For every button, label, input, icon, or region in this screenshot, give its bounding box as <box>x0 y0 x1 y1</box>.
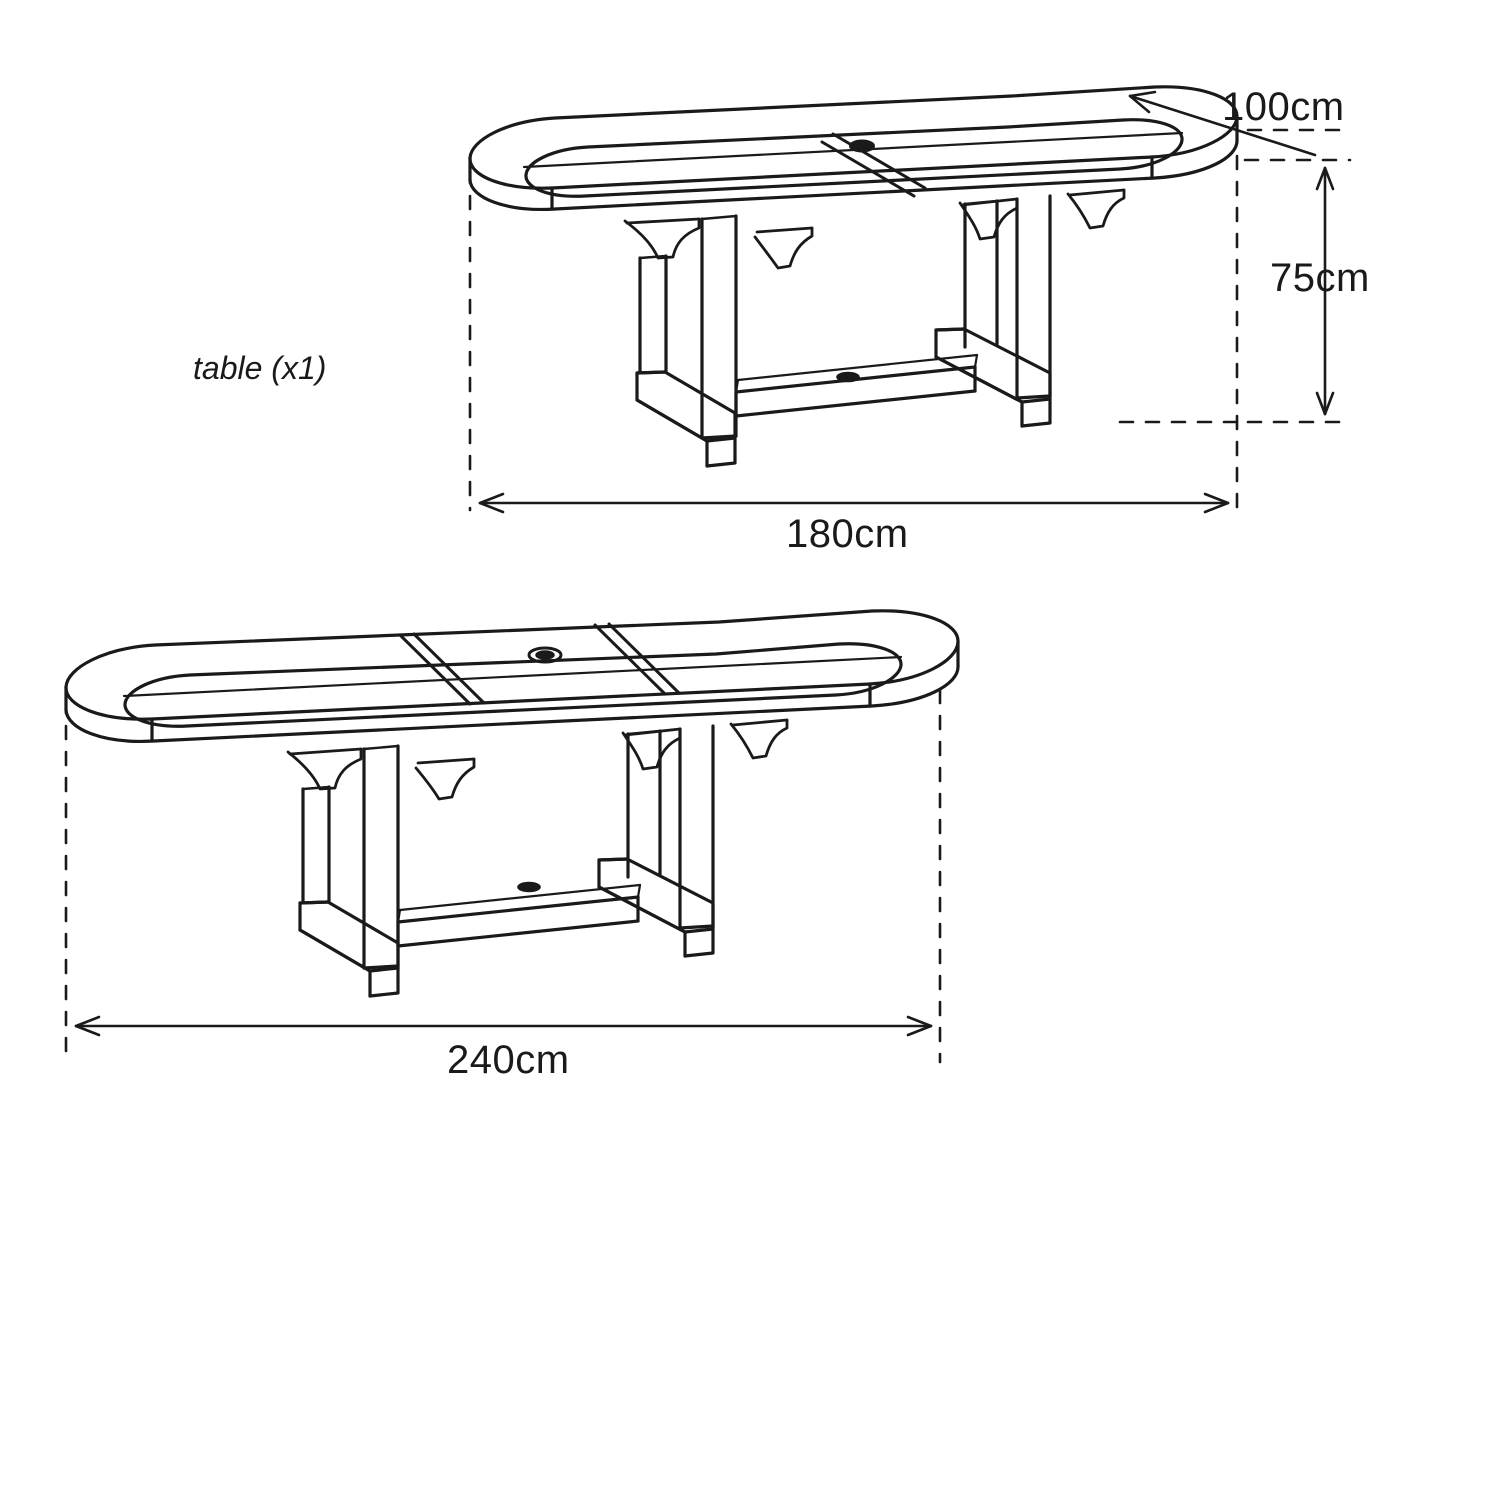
table-extended-view <box>66 611 958 996</box>
dimension-label-width-extended: 240cm <box>447 1038 570 1082</box>
dimension-lines <box>66 92 1350 1062</box>
part-label-table: table (x1) <box>193 350 327 386</box>
dimension-label-height: 75cm <box>1270 256 1370 300</box>
table-closed-view <box>470 87 1237 466</box>
dimension-label-depth: 100cm <box>1222 85 1345 129</box>
dimension-label-width-closed: 180cm <box>786 512 909 556</box>
